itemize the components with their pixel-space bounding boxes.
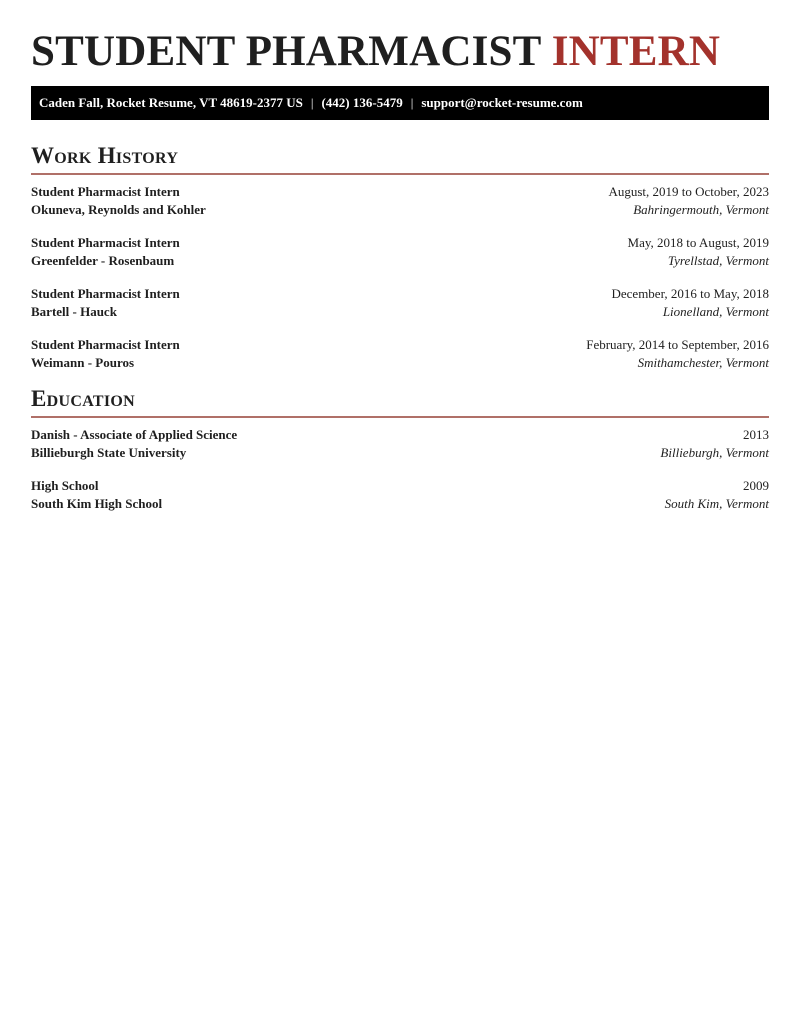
title-main: STUDENT PHARMACIST (31, 28, 541, 75)
work-history-list (31, 183, 769, 371)
job-location: Lionelland, Vermont (662, 303, 769, 319)
job-location: Tyrellstad, Vermont (667, 252, 769, 268)
contact-bar (31, 86, 769, 120)
education-year: 2013 (743, 427, 769, 442)
contact-phone: (442) 136-5479 (321, 95, 403, 110)
contact-separator: | (310, 95, 314, 110)
education-school: South Kim High School (31, 495, 163, 511)
job-location: Smithamchester, Vermont (637, 354, 769, 370)
work-entry (31, 285, 769, 320)
education-school: Billieburgh State University (31, 444, 187, 460)
job-dates: December, 2016 to May, 2018 (611, 286, 769, 301)
education-entry (31, 426, 769, 461)
job-dates: May, 2018 to August, 2019 (627, 235, 769, 250)
job-dates: February, 2014 to September, 2016 (586, 337, 769, 352)
work-entry (31, 234, 769, 269)
job-position: Student Pharmacist Intern (31, 286, 180, 301)
job-position: Student Pharmacist Intern (31, 235, 180, 250)
education-location: Billieburgh, Vermont (660, 444, 769, 460)
contact-email: support@rocket-resume.com (421, 95, 583, 110)
job-dates: August, 2019 to October, 2023 (608, 184, 769, 199)
job-position: Student Pharmacist Intern (31, 184, 180, 199)
education-list (31, 426, 769, 512)
contact-address: Caden Fall, Rocket Resume, VT 48619-2377 US (39, 95, 303, 110)
job-company: Greenfelder - Rosenbaum (31, 252, 175, 268)
education-entry (31, 477, 769, 512)
job-company: Weimann - Pouros (31, 354, 135, 370)
job-position: Student Pharmacist Intern (31, 337, 180, 352)
job-location: Bahringermouth, Vermont (633, 201, 769, 217)
work-entry (31, 336, 769, 371)
resume-title (31, 0, 769, 86)
education-degree: Danish - Associate of Applied Science (31, 427, 238, 442)
work-history-heading: Work History (31, 142, 769, 175)
contact-separator: | (410, 95, 414, 110)
education-degree: High School (31, 478, 99, 493)
education-location: South Kim, Vermont (664, 495, 769, 511)
education-heading: Education (31, 385, 769, 418)
title-accent: INTERN (551, 28, 721, 75)
job-company: Okuneva, Reynolds and Kohler (31, 201, 206, 217)
work-entry (31, 183, 769, 218)
job-company: Bartell - Hauck (31, 303, 117, 319)
education-year: 2009 (743, 478, 769, 493)
